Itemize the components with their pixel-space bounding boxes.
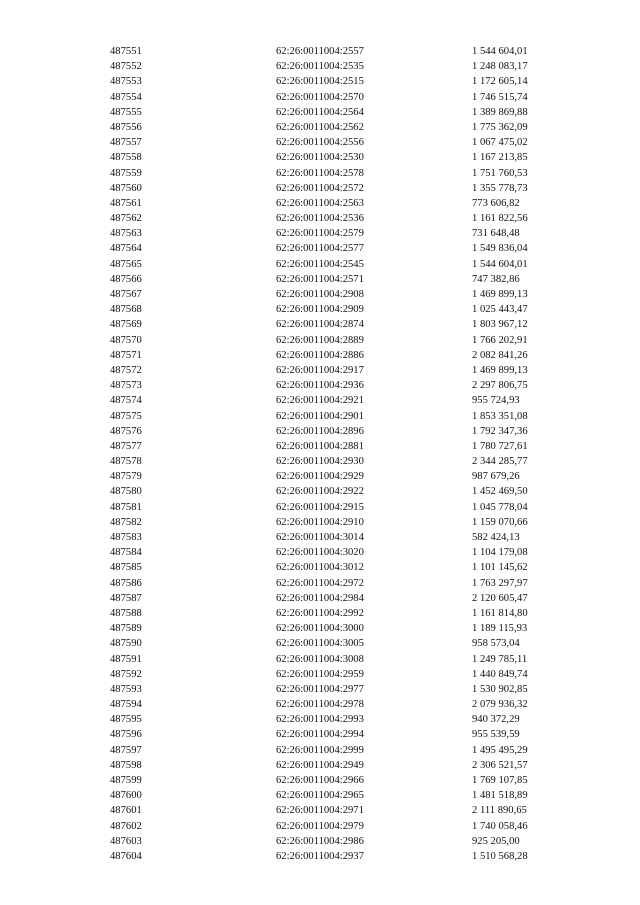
- cadastral-value: 940 372,29: [472, 714, 520, 726]
- cadastral-number: 62:26:0011004:3014: [276, 532, 364, 543]
- table-row: [0, 484, 640, 499]
- cadastral-value: 1 544 604,01: [472, 258, 528, 270]
- row-number: 487572: [110, 364, 142, 376]
- row-number: 487594: [110, 699, 142, 711]
- row-number: 487601: [110, 805, 142, 817]
- table-row: [0, 576, 640, 591]
- cadastral-value: 2 297 806,75: [472, 380, 528, 392]
- cadastral-value: 1 067 475,02: [472, 137, 528, 149]
- cadastral-number: 62:26:0011004:2909: [276, 304, 364, 316]
- table-row: [0, 606, 640, 621]
- row-number: 487588: [110, 607, 142, 619]
- table-row: [0, 333, 640, 348]
- cadastral-number: 62:26:0011004:2572: [276, 182, 364, 194]
- row-number: 487559: [110, 167, 142, 179]
- row-number: 487596: [110, 729, 142, 741]
- row-number: 487557: [110, 137, 142, 149]
- table-row: [0, 272, 640, 287]
- cadastral-number: 62:26:0011004:3008: [276, 653, 364, 665]
- table-row: [0, 211, 640, 226]
- table-row: [0, 44, 640, 59]
- table-row: [0, 393, 640, 408]
- cadastral-number: 62:26:0011004:3005: [276, 638, 364, 650]
- cadastral-number: 62:26:0011004:2578: [276, 167, 364, 179]
- row-number: 487574: [110, 395, 142, 407]
- row-number: 487566: [110, 273, 142, 285]
- cadastral-value: 2 306 521,57: [472, 759, 528, 771]
- row-number: 487555: [110, 106, 142, 118]
- cadastral-value: 1 389 869,88: [472, 106, 528, 118]
- row-number: 487597: [110, 744, 142, 756]
- cadastral-number: 62:26:0011004:2984: [276, 592, 364, 604]
- cadastral-value: 1 452 469,50: [472, 486, 528, 498]
- table-row: [0, 560, 640, 575]
- row-number: 487586: [110, 577, 142, 589]
- table-row: [0, 181, 640, 196]
- row-number: 487604: [110, 850, 142, 862]
- table-row: [0, 90, 640, 105]
- cadastral-value: 1 853 351,08: [472, 410, 528, 422]
- cadastral-number: 62:26:0011004:2557: [276, 46, 364, 57]
- cadastral-value: 2 344 285,77: [472, 456, 528, 468]
- cadastral-value: 1 530 902,85: [472, 683, 528, 695]
- row-number: 487599: [110, 775, 142, 786]
- cadastral-value: 1 751 760,53: [472, 167, 528, 179]
- cadastral-number: 62:26:0011004:2929: [276, 471, 364, 483]
- row-number: 487603: [110, 835, 142, 847]
- table-row: [0, 439, 640, 454]
- cadastral-number: 62:26:0011004:2930: [276, 456, 364, 468]
- table-row: [0, 712, 640, 727]
- cadastral-number: 62:26:0011004:2994: [276, 729, 364, 741]
- cadastral-number: 62:26:0011004:2993: [276, 714, 364, 726]
- cadastral-value: 1 101 145,62: [472, 562, 528, 574]
- table-row: [0, 545, 640, 560]
- table-row: [0, 469, 640, 484]
- cadastral-value: 1 763 297,97: [472, 577, 528, 589]
- table-row: [0, 196, 640, 211]
- row-number: 487551: [110, 46, 142, 57]
- row-number: 487563: [110, 228, 142, 240]
- table-row: [0, 348, 640, 363]
- table-row: [0, 803, 640, 818]
- row-number: 487567: [110, 289, 142, 300]
- row-number: 487582: [110, 516, 142, 528]
- table-row: [0, 150, 640, 165]
- table-row: [0, 773, 640, 788]
- cadastral-number: 62:26:0011004:2915: [276, 501, 364, 513]
- cadastral-number: 62:26:0011004:2579: [276, 228, 364, 240]
- cadastral-value: 1 775 362,09: [472, 121, 528, 133]
- cadastral-number: 62:26:0011004:2545: [276, 258, 364, 270]
- row-number: 487568: [110, 304, 142, 316]
- cadastral-number: 62:26:0011004:2564: [276, 106, 364, 118]
- cadastral-value: 2 082 841,26: [472, 349, 528, 361]
- cadastral-number: 62:26:0011004:2563: [276, 197, 364, 209]
- row-number: 487584: [110, 547, 142, 559]
- cadastral-value: 1 792 347,36: [472, 425, 528, 437]
- cadastral-value: 747 382,86: [472, 273, 520, 285]
- cadastral-number: 62:26:0011004:2577: [276, 243, 364, 255]
- cadastral-value: 773 606,82: [472, 197, 520, 209]
- row-number: 487595: [110, 714, 142, 726]
- cadastral-number: 62:26:0011004:2515: [276, 76, 364, 88]
- cadastral-value-table: [0, 44, 640, 864]
- cadastral-value: 1 104 179,08: [472, 547, 528, 559]
- cadastral-value: 1 045 778,04: [472, 501, 528, 513]
- table-row: [0, 727, 640, 742]
- cadastral-number: 62:26:0011004:2556: [276, 137, 364, 149]
- table-row: [0, 819, 640, 834]
- cadastral-value: 1 159 070,66: [472, 516, 528, 528]
- row-number: 487571: [110, 349, 142, 361]
- row-number: 487553: [110, 76, 142, 88]
- cadastral-value: 1 769 107,85: [472, 775, 528, 786]
- cadastral-value: 1 766 202,91: [472, 334, 528, 346]
- cadastral-number: 62:26:0011004:2971: [276, 805, 364, 817]
- row-number: 487577: [110, 440, 142, 452]
- row-number: 487602: [110, 820, 142, 832]
- cadastral-number: 62:26:0011004:2979: [276, 820, 364, 832]
- cadastral-value: 1 189 115,93: [472, 623, 528, 635]
- table-row: [0, 424, 640, 439]
- cadastral-number: 62:26:0011004:2901: [276, 410, 364, 422]
- row-number: 487589: [110, 623, 142, 635]
- row-number: 487576: [110, 425, 142, 437]
- cadastral-number: 62:26:0011004:2910: [276, 516, 364, 528]
- cadastral-value: 1 248 083,17: [472, 61, 528, 73]
- cadastral-value: 2 079 936,32: [472, 699, 528, 711]
- cadastral-number: 62:26:0011004:2536: [276, 213, 364, 225]
- row-number: 487554: [110, 91, 142, 103]
- cadastral-number: 62:26:0011004:2921: [276, 395, 364, 407]
- cadastral-value: 1 740 058,46: [472, 820, 528, 832]
- table-row: [0, 59, 640, 74]
- table-row: [0, 120, 640, 135]
- cadastral-number: 62:26:0011004:2570: [276, 91, 364, 103]
- row-number: 487600: [110, 790, 142, 802]
- row-number: 487565: [110, 258, 142, 270]
- row-number: 487575: [110, 410, 142, 422]
- cadastral-number: 62:26:0011004:2535: [276, 61, 364, 73]
- cadastral-number: 62:26:0011004:2936: [276, 380, 364, 392]
- row-number: 487581: [110, 501, 142, 513]
- cadastral-value: 1 510 568,28: [472, 850, 528, 862]
- row-number: 487556: [110, 121, 142, 133]
- cadastral-number: 62:26:0011004:2874: [276, 319, 364, 331]
- table-row: [0, 105, 640, 120]
- cadastral-number: 62:26:0011004:2978: [276, 699, 364, 711]
- row-number: 487591: [110, 653, 142, 665]
- table-row: [0, 500, 640, 515]
- cadastral-number: 62:26:0011004:3000: [276, 623, 364, 635]
- cadastral-number: 62:26:0011004:3012: [276, 562, 364, 574]
- cadastral-value: 1 780 727,61: [472, 440, 528, 452]
- row-number: 487560: [110, 182, 142, 194]
- table-row: [0, 74, 640, 89]
- table-row: [0, 241, 640, 256]
- table-row: [0, 758, 640, 773]
- cadastral-number: 62:26:0011004:2571: [276, 273, 364, 285]
- cadastral-number: 62:26:0011004:2917: [276, 364, 364, 376]
- row-number: 487583: [110, 532, 142, 543]
- row-number: 487558: [110, 152, 142, 164]
- table-row: [0, 652, 640, 667]
- cadastral-value: 1 803 967,12: [472, 319, 528, 331]
- table-row: [0, 226, 640, 241]
- table-row: [0, 621, 640, 636]
- cadastral-number: 62:26:0011004:2889: [276, 334, 364, 346]
- cadastral-value: 1 161 814,80: [472, 607, 528, 619]
- row-number: 487598: [110, 759, 142, 771]
- cadastral-number: 62:26:0011004:2937: [276, 850, 364, 862]
- table-row: [0, 454, 640, 469]
- table-row: [0, 302, 640, 317]
- row-number: 487587: [110, 592, 142, 604]
- table-row: [0, 667, 640, 682]
- cadastral-number: 62:26:0011004:2965: [276, 790, 364, 802]
- cadastral-number: 62:26:0011004:2986: [276, 835, 364, 847]
- table-row: [0, 834, 640, 849]
- row-number: 487578: [110, 456, 142, 468]
- cadastral-number: 62:26:0011004:2562: [276, 121, 364, 133]
- cadastral-value: 1 469 899,13: [472, 364, 528, 376]
- cadastral-value: 987 679,26: [472, 471, 520, 483]
- cadastral-value: 1 481 518,89: [472, 790, 528, 802]
- row-number: 487570: [110, 334, 142, 346]
- row-number: 487580: [110, 486, 142, 498]
- cadastral-value: 1 544 604,01: [472, 46, 528, 57]
- cadastral-value: 1 495 495,29: [472, 744, 528, 756]
- table-row: [0, 682, 640, 697]
- table-row: [0, 743, 640, 758]
- table-row: [0, 287, 640, 302]
- cadastral-value: 925 205,00: [472, 835, 520, 847]
- cadastral-number: 62:26:0011004:2881: [276, 440, 364, 452]
- row-number: 487590: [110, 638, 142, 650]
- row-number: 487562: [110, 213, 142, 225]
- table-row: [0, 135, 640, 150]
- table-row: [0, 317, 640, 332]
- table-row: [0, 363, 640, 378]
- cadastral-value: 955 724,93: [472, 395, 520, 407]
- cadastral-number: 62:26:0011004:2908: [276, 289, 364, 300]
- cadastral-number: 62:26:0011004:3020: [276, 547, 364, 559]
- cadastral-value: 955 539,59: [472, 729, 520, 741]
- cadastral-value: 1 469 899,13: [472, 289, 528, 300]
- cadastral-value: 2 111 890,65: [472, 805, 527, 817]
- cadastral-value: 1 167 213,85: [472, 152, 528, 164]
- table-row: [0, 636, 640, 651]
- row-number: 487569: [110, 319, 142, 331]
- row-number: 487564: [110, 243, 142, 255]
- cadastral-number: 62:26:0011004:2992: [276, 607, 364, 619]
- table-row: [0, 257, 640, 272]
- table-row: [0, 697, 640, 712]
- cadastral-value: 582 424,13: [472, 532, 520, 543]
- cadastral-value: 1 440 849,74: [472, 668, 528, 680]
- table-row: [0, 166, 640, 181]
- row-number: 487585: [110, 562, 142, 574]
- cadastral-value: 731 648,48: [472, 228, 520, 240]
- row-number: 487592: [110, 668, 142, 680]
- cadastral-number: 62:26:0011004:2530: [276, 152, 364, 164]
- cadastral-value: 2 120 605,47: [472, 592, 528, 604]
- row-number: 487593: [110, 683, 142, 695]
- cadastral-value: 1 549 836,04: [472, 243, 528, 255]
- cadastral-value: 1 355 778,73: [472, 182, 528, 194]
- table-row: [0, 378, 640, 393]
- cadastral-value: 1 746 515,74: [472, 91, 528, 103]
- row-number: 487579: [110, 471, 142, 483]
- cadastral-number: 62:26:0011004:2922: [276, 486, 364, 498]
- cadastral-number: 62:26:0011004:2999: [276, 744, 364, 756]
- cadastral-number: 62:26:0011004:2896: [276, 425, 364, 437]
- cadastral-value: 958 573,04: [472, 638, 520, 650]
- cadastral-number: 62:26:0011004:2972: [276, 577, 364, 589]
- row-number: 487573: [110, 380, 142, 392]
- cadastral-value: 1 161 822,56: [472, 213, 528, 225]
- cadastral-number: 62:26:0011004:2949: [276, 759, 364, 771]
- cadastral-number: 62:26:0011004:2966: [276, 775, 364, 786]
- cadastral-number: 62:26:0011004:2977: [276, 683, 364, 695]
- table-row: [0, 591, 640, 606]
- cadastral-number: 62:26:0011004:2959: [276, 668, 364, 680]
- table-row: [0, 788, 640, 803]
- cadastral-number: 62:26:0011004:2886: [276, 349, 364, 361]
- cadastral-value: 1 025 443,47: [472, 304, 528, 316]
- table-row: [0, 530, 640, 545]
- row-number: 487552: [110, 61, 142, 73]
- cadastral-value: 1 249 785,11: [472, 653, 528, 665]
- row-number: 487561: [110, 197, 142, 209]
- table-row: [0, 515, 640, 530]
- table-row: [0, 409, 640, 424]
- table-row: [0, 849, 640, 864]
- cadastral-value: 1 172 605,14: [472, 76, 528, 88]
